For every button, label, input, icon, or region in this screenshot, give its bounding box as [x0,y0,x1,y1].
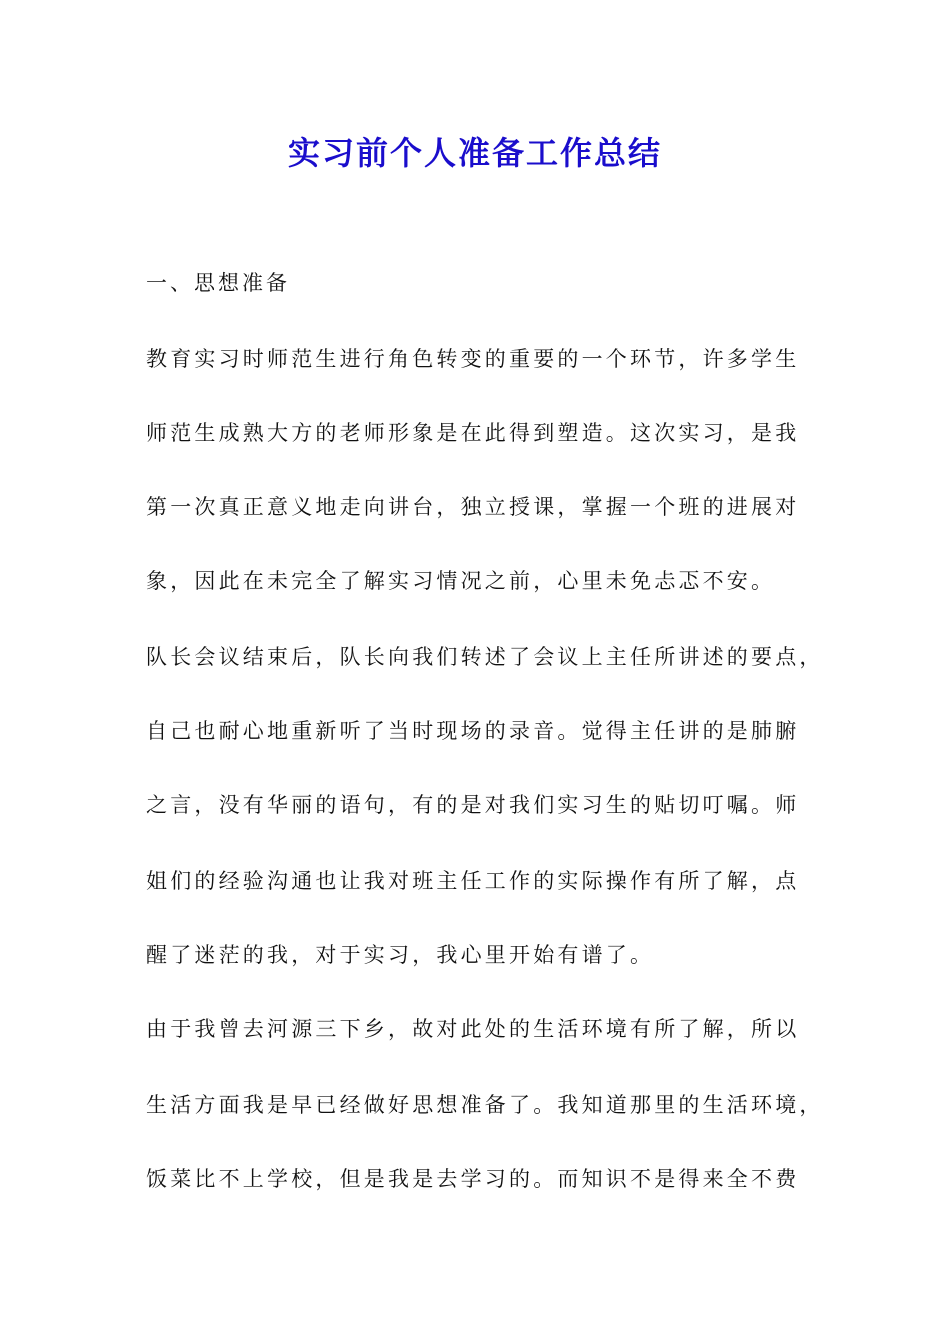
document-title: 实习前个人准备工作总结 [287,134,662,172]
paragraph-line: 自己也耐心地重新听了当时现场的录音。觉得主任讲的是肺腑 [146,719,800,743]
paragraph-line: 队长会议结束后，队长向我们转述了会议上主任所讲述的要点， [146,645,824,669]
paragraph-line: 醒了迷茫的我，对于实习，我心里开始有谱了。 [146,943,655,967]
paragraph-line: 第一次真正意义地走向讲台，独立授课，掌握一个班的进展对 [146,495,800,519]
paragraph-line: 姐们的经验沟通也让我对班主任工作的实际操作有所了解，点 [146,869,800,893]
paragraph-line: 由于我曾去河源三下乡，故对此处的生活环境有所了解，所以 [146,1017,800,1041]
paragraph-line: 生活方面我是早已经做好思想准备了。我知道那里的生活环境， [146,1093,824,1117]
paragraph-line: 教育实习时师范生进行角色转变的重要的一个环节，许多学生 [146,347,800,371]
section-heading: 一、思想准备 [146,271,290,295]
paragraph-line: 象，因此在未完全了解实习情况之前，心里未免忐忑不安。 [146,569,776,593]
paragraph-line: 之言，没有华丽的语句，有的是对我们实习生的贴切叮嘱。师 [146,793,800,817]
paragraph-line: 饭菜比不上学校，但是我是去学习的。而知识不是得来全不费 [146,1167,800,1191]
paragraph-line: 师范生成熟大方的老师形象是在此得到塑造。这次实习，是我 [146,421,800,445]
